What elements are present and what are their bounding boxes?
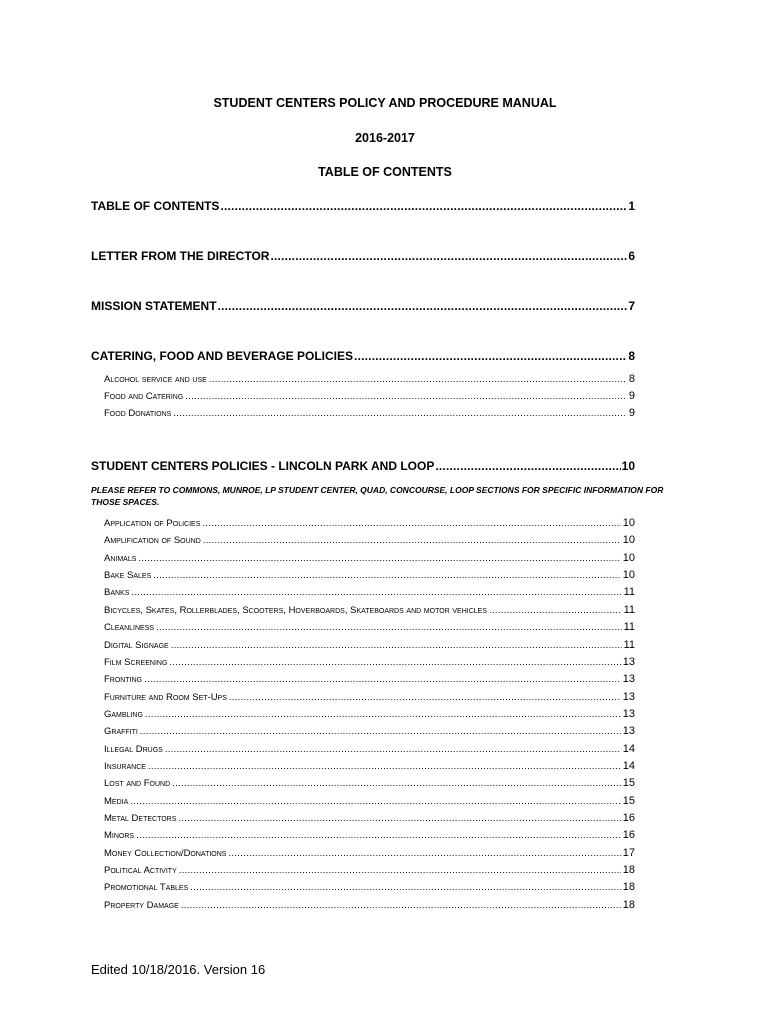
toc-subentry-label: Money Collection/Donations [104,847,227,859]
toc-subentry-page: 9 [628,407,635,419]
toc-subentry-page: 10 [622,551,635,564]
toc-subentry-page: 13 [622,673,635,686]
toc-subentry-label: Alcohol service and use [104,374,207,385]
toc-subentry[interactable] [104,407,635,421]
toc-subentry-page: 18 [622,881,635,894]
toc-entry-label: LETTER FROM THE DIRECTOR [91,249,270,263]
toc-subentry[interactable] [104,760,635,774]
leader-dots [148,761,621,772]
toc-subentry[interactable] [104,552,635,566]
toc-subentry-page: 10 [622,569,635,581]
toc-subentry-label: Graffiti [104,726,138,738]
leader-dots [153,570,621,581]
toc-subentry-label: Insurance [104,760,146,772]
leader-dots [144,674,621,685]
toc-subentry-label: Metal Detectors [104,813,177,824]
leader-dots [203,535,621,546]
toc-entry-page: 8 [628,349,635,363]
toc-subentry[interactable] [104,621,635,635]
leader-dots [229,692,621,703]
toc-subentry-page: 11 [623,603,635,616]
toc-subentry-label: Bake Sales [104,570,152,581]
toc-subentry-page: 8 [628,373,635,385]
leader-dots [130,796,620,807]
toc-subentry-page: 18 [622,898,635,911]
toc-subentry-page: 13 [622,690,635,703]
document-title: STUDENT CENTERS POLICY AND PROCEDURE MANUAL [213,96,557,110]
toc-subentry-label: Gambling [104,708,143,720]
toc-subentry-page: 11 [623,621,635,634]
leader-dots [185,391,627,402]
toc-subentry-label: Food and Catering [104,391,184,402]
section-note: PLEASE REFER TO COMMONS, MUNROE, LP STUDENT CENTER, QUAD, CONCOURSE, LOOP SECTIONS FOR SPECIFIC INFORMATION FOR THOSE SPACES. [91,485,664,507]
toc-entry-label: TABLE OF CONTENTS [91,199,220,213]
toc-entry-page: 7 [628,299,635,313]
document-year: 2016-2017 [355,131,415,145]
toc-subentry-page: 18 [622,864,635,876]
leader-dots [165,744,621,755]
leader-dots [145,709,621,720]
leader-dots [190,882,621,893]
toc-entry-page: 1 [628,199,635,213]
toc-subentry-label: Cleanliness [104,622,155,634]
toc-subentry-page: 13 [622,725,635,738]
leader-dots [131,587,621,598]
toc-subentry[interactable] [104,639,635,653]
leader-dots [489,605,622,616]
toc-subentry-label: Banks [104,587,130,599]
toc-subentry[interactable] [104,373,635,387]
toc-subentry-label: Furniture and Room Set-Ups [104,691,227,703]
toc-subentry[interactable] [104,534,635,548]
toc-subentry-page: 17 [622,846,635,859]
toc-subentry[interactable] [104,812,635,826]
toc-entry-table-of-contents[interactable] [91,199,635,213]
toc-entry-letter-from-director[interactable] [91,249,635,263]
toc-subentry[interactable] [104,656,635,670]
toc-entry-label: CATERING, FOOD AND BEVERAGE POLICIES [91,349,354,363]
leader-dots [202,518,620,529]
toc-subentry-label: Promotional Tables [104,882,189,894]
toc-subentry-page: 9 [628,390,635,402]
leader-dots [172,778,621,789]
toc-subentry-label: Bicycles, Skates, Rollerblades, Scooters, Hoverboards, Skateboards and motor vehicles [104,604,488,616]
toc-subentry[interactable] [104,673,635,687]
leader-dots [354,349,627,363]
toc-subentry-label: Minors [104,830,135,842]
toc-subentry[interactable] [104,847,635,861]
leader-dots [156,622,622,633]
toc-subentry[interactable] [104,829,635,843]
footer-edit-note: Edited 10/18/2016. Version 16 [91,962,266,977]
toc-subentry-page: 15 [622,777,635,790]
toc-subentry[interactable] [104,517,635,531]
leader-dots [178,813,620,824]
toc-subentry-page: 14 [622,759,635,772]
toc-subentry[interactable] [104,604,635,618]
toc-subentry[interactable] [104,795,635,809]
toc-subentry-page: 15 [622,794,635,807]
toc-subentry[interactable] [104,569,635,583]
toc-subentry[interactable] [104,864,635,878]
toc-subentry[interactable] [104,881,635,895]
toc-subentry[interactable] [104,743,635,757]
toc-entry-label: STUDENT CENTERS POLICIES - LINCOLN PARK AND LOOP [91,459,435,473]
toc-entry-label: MISSION STATEMENT [91,299,217,313]
toc-subentry-label: Digital Signage [104,639,169,651]
toc-subentry-label: Media [104,795,129,807]
leader-dots [173,408,627,419]
toc-subentry-label: Application of Policies [104,518,201,529]
toc-subentry-label: Animals [104,552,137,564]
leader-dots [169,657,620,668]
leader-dots [220,199,627,213]
toc-subentry[interactable] [104,586,635,600]
toc-subentry[interactable] [104,777,635,791]
leader-dots [140,726,621,737]
toc-subentry-label: Fronting [104,674,143,686]
toc-subentry[interactable] [104,708,635,722]
toc-entry-student-centers-policies[interactable] [91,459,635,473]
leader-dots [171,640,622,651]
toc-subentry-page: 16 [622,829,635,842]
toc-subentry-page: 16 [622,812,635,824]
leader-dots [138,553,620,564]
toc-entry-page: 10 [621,459,635,473]
toc-subentry-label: Amplification of Sound [104,535,201,547]
leader-dots [209,374,627,385]
leader-dots [179,865,621,876]
toc-entry-mission-statement[interactable] [91,299,635,313]
toc-subentry[interactable] [104,390,635,404]
toc-subentry-page: 11 [623,586,635,599]
leader-dots [136,830,621,841]
toc-subentry-label: Political Activity [104,865,177,876]
leader-dots [181,900,621,911]
toc-subentry[interactable] [104,899,635,913]
leader-dots [218,299,628,313]
toc-subentry-label: Illegal Drugs [104,743,163,755]
toc-subentry-page: 14 [622,742,635,755]
leader-dots [435,459,620,473]
toc-subentry-page: 13 [622,707,635,720]
toc-subentry[interactable] [104,691,635,705]
toc-subentry-label: Film Screening [104,656,168,668]
toc-entry-catering-policies[interactable] [91,349,635,363]
toc-subentry-label: Food Donations [104,408,172,419]
toc-subentry-page: 13 [622,655,635,668]
toc-heading: TABLE OF CONTENTS [318,165,452,179]
leader-dots [228,848,620,859]
toc-subentry-page: 11 [623,638,635,651]
toc-entry-page: 6 [628,249,635,263]
leader-dots [270,249,627,263]
toc-subentry[interactable] [104,725,635,739]
toc-subentry-label: Property Damage [104,899,179,911]
toc-subentry-label: Lost and Found [104,778,171,790]
toc-subentry-page: 10 [622,517,635,529]
toc-subentry-page: 10 [622,534,635,547]
